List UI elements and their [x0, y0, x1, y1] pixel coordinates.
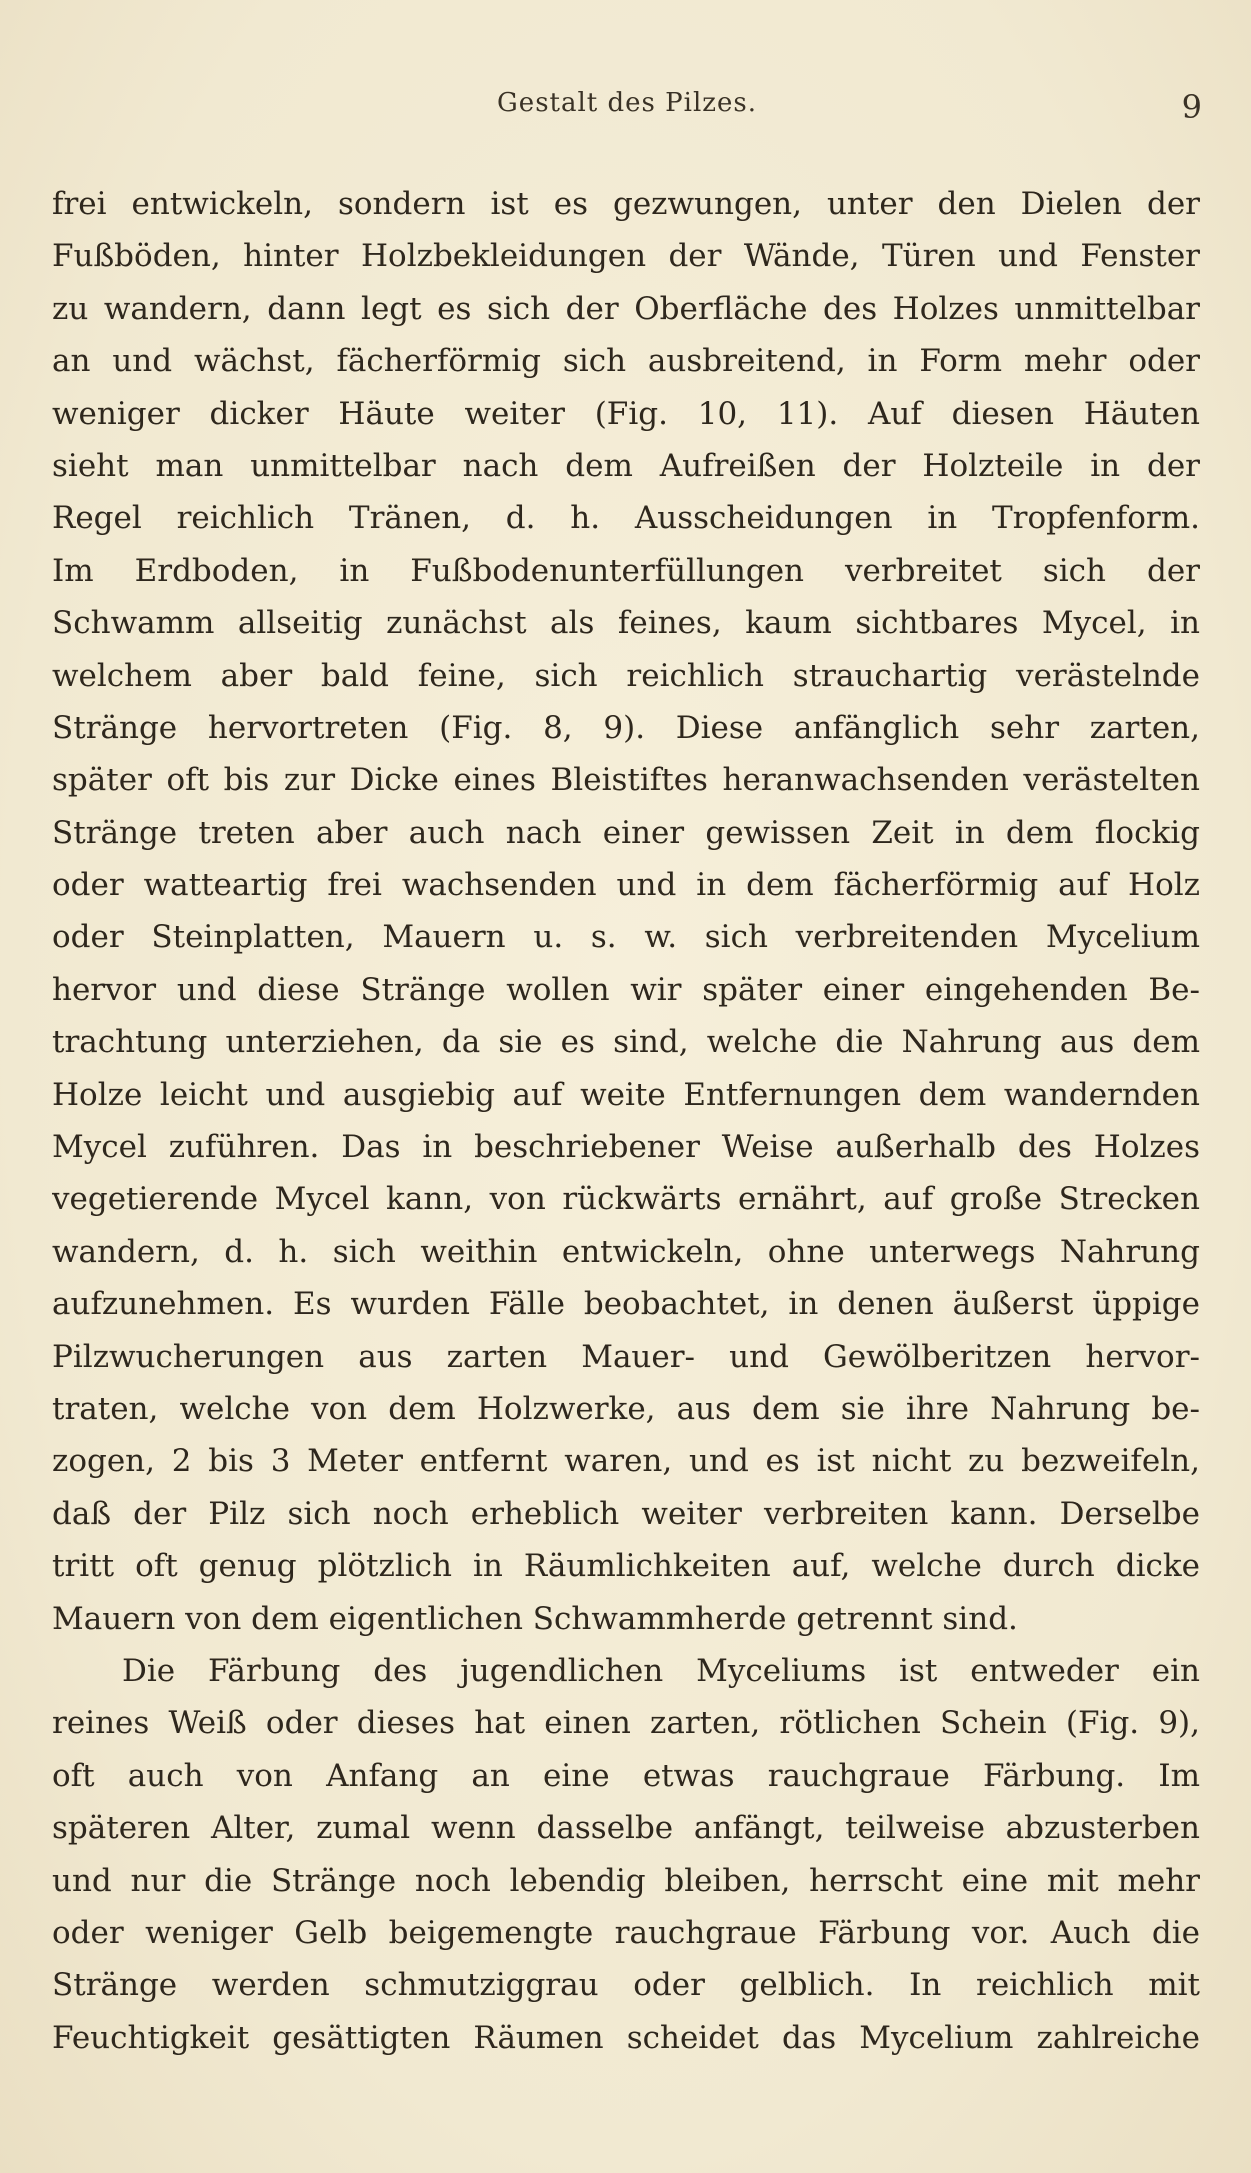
text-line: Fußböden, hinter Holzbekleidungen der Wände, Türen und Fenster — [52, 238, 1200, 275]
text-line: oder watteartig frei wachsenden und in dem fächerförmig auf Holz — [52, 867, 1200, 904]
text-line: späteren Alter, zumal wenn dasselbe anfängt, teilweise abzusterben — [52, 1810, 1200, 1847]
text-line: traten, welche von dem Holzwerke, aus dem sie ihre Nahrung be- — [52, 1390, 1200, 1427]
text-line: Pilzwucherungen aus zarten Mauer- und Gewölberitzen hervor- — [52, 1338, 1200, 1375]
text-line: wandern, d. h. sich weithin entwickeln, ohne unterwegs Nahrung — [52, 1233, 1200, 1270]
text-line: Feuchtigkeit gesättigten Räumen scheidet das Mycelium zahlreiche — [52, 2019, 1200, 2056]
text-line: Holze leicht und ausgiebig auf weite Entfernungen dem wandernden — [52, 1076, 1200, 1113]
text-line: tritt oft genug plötzlich in Räumlichkeiten auf, welche durch dicke — [52, 1548, 1200, 1585]
page-header — [52, 88, 1202, 128]
text-line: Stränge hervortreten (Fig. 8, 9). Diese anfänglich sehr zarten, — [52, 709, 1200, 746]
text-line: vegetierende Mycel kann, von rückwärts ernährt, auf große Strecken — [52, 1181, 1200, 1218]
text-line: daß der Pilz sich noch erheblich weiter verbreiten kann. Derselbe — [52, 1495, 1200, 1532]
text-line: Im Erdboden, in Fußbodenunterfüllungen verbreitet sich der — [52, 552, 1200, 589]
text-line: oft auch von Anfang an eine etwas rauchgraue Färbung. Im — [52, 1757, 1200, 1794]
text-line: frei entwickeln, sondern ist es gezwungen, unter den Dielen der — [52, 186, 1200, 222]
text-line: später oft bis zur Dicke eines Bleistiftes heranwachsenden verästelten — [52, 762, 1200, 799]
text-line: aufzunehmen. Es wurden Fälle beobachtet, in denen äußerst üppige — [52, 1286, 1200, 1323]
text-line: Schwamm allseitig zunächst als feines, kaum sichtbares Mycel, in — [52, 605, 1200, 642]
text-line: und nur die Stränge noch lebendig bleiben, herrscht eine mit mehr — [52, 1862, 1200, 1899]
body-text — [52, 178, 1200, 2064]
text-line: Regel reichlich Tränen, d. h. Ausscheidungen in Tropfenform. — [52, 500, 1200, 537]
text-line: trachtung unterziehen, da sie es sind, welche die Nahrung aus dem — [52, 1024, 1200, 1061]
text-line: oder weniger Gelb beigemengte rauchgraue Färbung vor. Auch die — [52, 1914, 1200, 1951]
text-line: zogen, 2 bis 3 Meter entfernt waren, und es ist nicht zu bezweifeln, — [52, 1443, 1200, 1480]
text-line: Mycel zuführen. Das in beschriebener Weise außerhalb des Holzes — [52, 1129, 1200, 1166]
running-head: Gestalt des Pilzes. — [497, 88, 757, 118]
text-line: zu wandern, dann legt es sich der Oberfläche des Holzes unmittelbar — [52, 290, 1200, 327]
text-line: welchem aber bald feine, sich reichlich strauchartig verästelnde — [52, 657, 1200, 694]
text-line: an und wächst, fächerförmig sich ausbreitend, in Form mehr oder — [52, 343, 1200, 380]
text-line: hervor und diese Stränge wollen wir später einer eingehenden Be- — [52, 971, 1200, 1008]
text-line: Mauern von dem eigentlichen Schwammherde getrennt sind. — [52, 1600, 1018, 1637]
text-line: Die Färbung des jugendlichen Myceliums ist entweder ein — [122, 1652, 1200, 1689]
text-line: sieht man unmittelbar nach dem Aufreißen der Holzteile in der — [52, 447, 1200, 484]
text-line: weniger dicker Häute weiter (Fig. 10, 11). Auf diesen Häuten — [52, 395, 1200, 432]
text-line: Stränge treten aber auch nach einer gewissen Zeit in dem flockig — [52, 814, 1200, 851]
text-line: oder Steinplatten, Mauern u. s. w. sich verbreitenden Mycelium — [52, 919, 1200, 956]
text-line: Stränge werden schmutziggrau oder gelblich. In reichlich mit — [52, 1967, 1200, 2004]
text-line: reines Weiß oder dieses hat einen zarten, rötlichen Schein (Fig. 9), — [52, 1705, 1200, 1742]
page-number: 9 — [1181, 88, 1202, 126]
